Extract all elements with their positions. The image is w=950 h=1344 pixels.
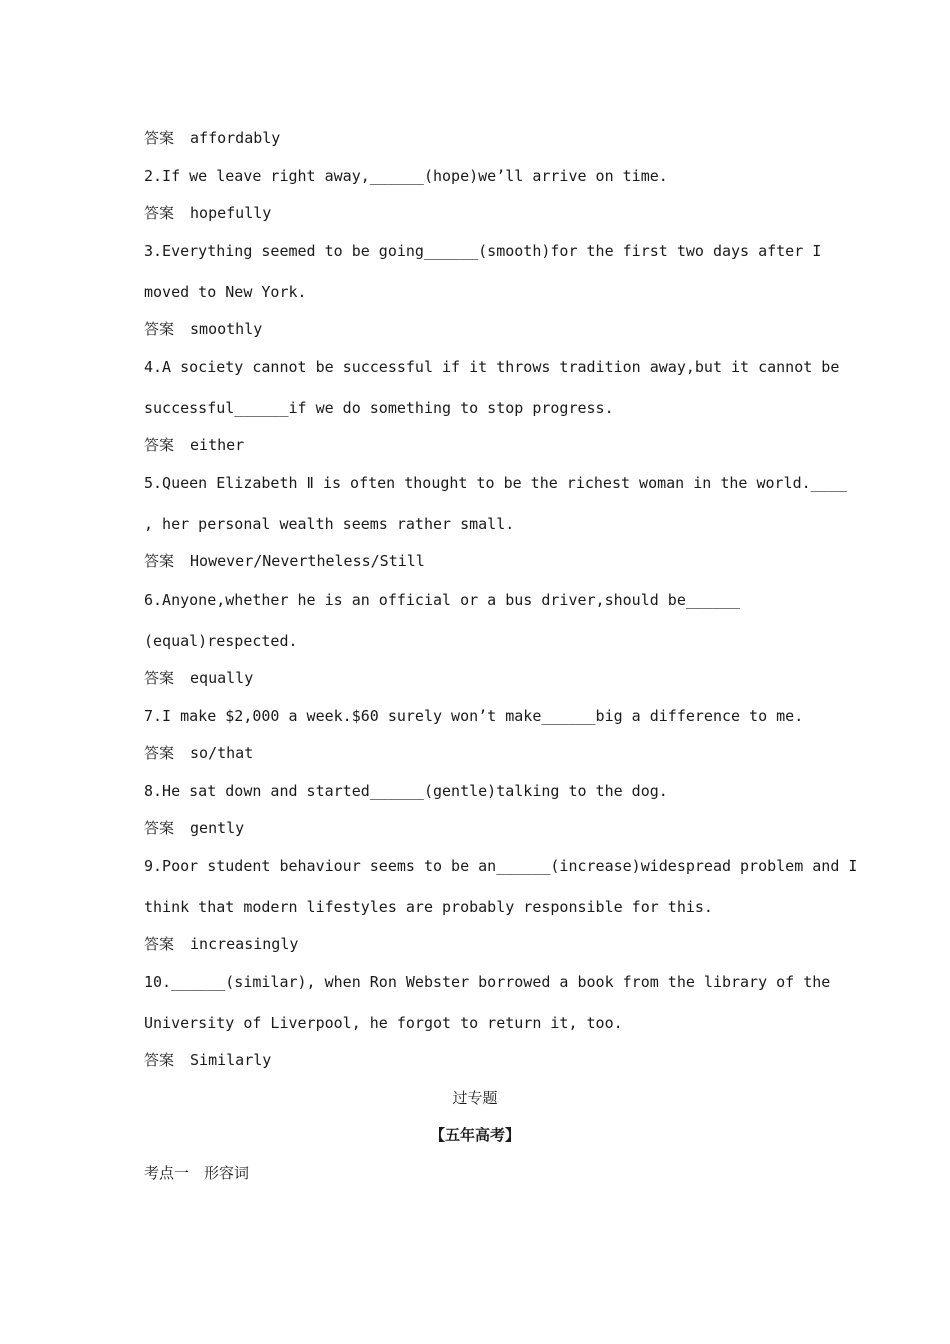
subsection-title: 【五年高考】 xyxy=(429,1126,520,1144)
answer-label: 答案 xyxy=(144,744,175,762)
answer-value: However/Nevertheless/Still xyxy=(190,552,425,570)
question-line: think that modern lifestyles are probably responsible for this. xyxy=(144,898,713,916)
question-line: 5.Queen Elizabeth Ⅱ is often thought to be the richest woman in the world.____ xyxy=(144,474,847,492)
question-line: 8.He sat down and started______(gentle)talking to the dog. xyxy=(144,782,668,800)
question-line: 6.Anyone,whether he is an official or a bus driver,should be______ xyxy=(144,591,741,609)
answer-value: gently xyxy=(190,819,245,837)
answer-value: equally xyxy=(190,669,254,687)
answer-value: increasingly xyxy=(190,935,299,953)
answer-line xyxy=(144,203,271,223)
answer-value: affordably xyxy=(190,129,281,147)
question-line: 7.I make $2,000 a week.$60 surely won’t make______big a difference to me. xyxy=(144,707,804,725)
answer-label: 答案 xyxy=(144,669,175,687)
answer-label: 答案 xyxy=(144,819,175,837)
answer-line xyxy=(144,435,244,455)
answer-value: smoothly xyxy=(190,320,263,338)
section-title: 过专题 xyxy=(452,1089,498,1107)
answer-line xyxy=(144,319,262,339)
answer-line xyxy=(144,668,253,688)
question-line: University of Liverpool, he forgot to return it, too. xyxy=(144,1014,623,1032)
answer-line xyxy=(144,551,425,571)
answer-value: either xyxy=(190,436,245,454)
question-line: 3.Everything seemed to be going______(smooth)for the first two days after I xyxy=(144,242,822,260)
question-line: 2.If we leave right away,______(hope)we’ll arrive on time. xyxy=(144,167,668,185)
answer-label: 答案 xyxy=(144,204,175,222)
answer-line xyxy=(144,743,253,763)
answer-line xyxy=(144,128,280,148)
answer-value: so/that xyxy=(190,744,254,762)
answer-label: 答案 xyxy=(144,935,175,953)
answer-label: 答案 xyxy=(144,320,175,338)
question-line: , her personal wealth seems rather small. xyxy=(144,515,515,533)
answer-line xyxy=(144,818,244,838)
answer-value: hopefully xyxy=(190,204,272,222)
answer-line xyxy=(144,1050,271,1070)
question-line: 4.A society cannot be successful if it throws tradition away,but it cannot be xyxy=(144,358,840,376)
question-line: moved to New York. xyxy=(144,283,307,301)
answer-label: 答案 xyxy=(144,129,175,147)
question-line: 10.______(similar), when Ron Webster borrowed a book from the library of the xyxy=(144,973,831,991)
question-line: successful______if we do something to stop progress. xyxy=(144,399,614,417)
answer-value: Similarly xyxy=(190,1051,272,1069)
question-line: (equal)respected. xyxy=(144,632,298,650)
answer-label: 答案 xyxy=(144,552,175,570)
answer-label: 答案 xyxy=(144,1051,175,1069)
answer-line xyxy=(144,934,298,954)
topic-heading: 考点一 形容词 xyxy=(144,1164,250,1182)
answer-label: 答案 xyxy=(144,436,175,454)
question-line: 9.Poor student behaviour seems to be an______(increase)widespread problem and I xyxy=(144,857,858,875)
